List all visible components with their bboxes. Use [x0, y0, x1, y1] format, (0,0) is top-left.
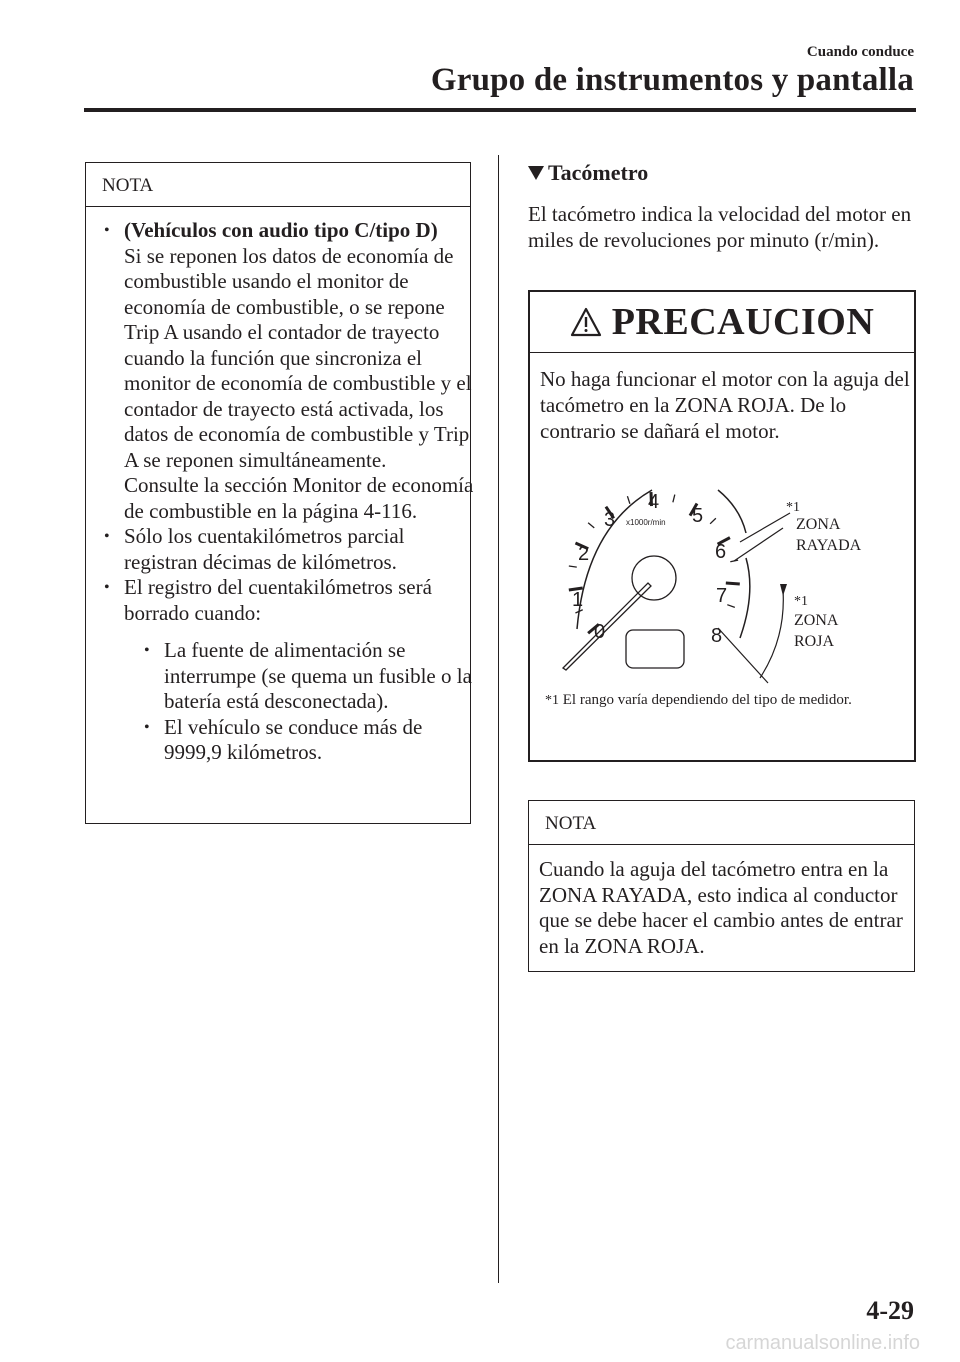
- gauge-tick: [588, 523, 594, 528]
- gauge-number: 6: [715, 541, 727, 563]
- right-note-text: Cuando la aguja del tacómetro entra en la ZONA RAYADA, esto indica al conductor que se debe hacer el cambio antes de entrar en la ZONA ROJA.: [539, 857, 903, 958]
- sub2-text: El vehículo se conduce más de 9999,9 kilómetros.: [164, 714, 423, 764]
- sub-list: [124, 638, 474, 766]
- gauge-number: 5: [692, 505, 704, 527]
- zona-rayada-label: ZONA RAYADA: [796, 516, 862, 554]
- header-section-label: Cuando conduce: [806, 44, 914, 60]
- section-intro: El tacómetro indica la velocidad del motor en miles de revoluciones por minuto (r/min).: [528, 202, 912, 252]
- asterisk-note-2: *1: [794, 594, 808, 609]
- list-item: [104, 524, 474, 575]
- section-heading: [528, 160, 648, 186]
- zona-roja-label: ZONA ROJA: [794, 612, 839, 650]
- roja-arc: [760, 590, 783, 678]
- gauge-number: 1: [572, 589, 584, 611]
- gauge-number: 0: [594, 621, 606, 643]
- right-note-heading: NOTA: [529, 801, 914, 845]
- gauge-tick: [569, 566, 577, 567]
- list-item: [104, 218, 474, 524]
- gauge-tick: [710, 518, 716, 524]
- footnote-text: El rango varía dependiendo del tipo de medidor.: [562, 692, 852, 708]
- item1-heading: (Vehículos con audio tipo C/tipo D): [124, 218, 438, 242]
- caution-header: [530, 292, 914, 353]
- header-rule: [84, 108, 916, 112]
- gauge-tick: [726, 583, 740, 584]
- bullet-icon: •: [104, 579, 110, 596]
- bullet-icon: •: [104, 528, 110, 545]
- section-title: Tacómetro: [548, 160, 649, 185]
- watermark: carmanualsonline.info: [725, 1332, 920, 1354]
- left-note-heading: NOTA: [86, 163, 470, 207]
- right-note-box: [528, 800, 915, 972]
- tachometer-illustration: [528, 478, 888, 688]
- footnote-mark: *1: [545, 693, 559, 708]
- gauge-hub: [632, 556, 676, 600]
- gauge-number: 2: [578, 543, 590, 565]
- sub1-text: La fuente de alimentación se interrumpe (se quema un fusible o la batería está desconectada).: [164, 638, 472, 713]
- bullet-icon: •: [144, 642, 150, 659]
- gauge-unit-label: x1000r/min: [626, 518, 666, 527]
- gauge-display: [626, 630, 684, 668]
- footnote: [545, 690, 905, 711]
- bullet-icon: •: [104, 222, 110, 239]
- page-number: 4-29: [866, 1296, 914, 1325]
- gauge-number: 8: [711, 625, 723, 647]
- sub-list-item: [144, 638, 474, 715]
- gauge-number: 4: [648, 491, 660, 513]
- gauge-number: 7: [716, 585, 728, 607]
- bullet-icon: •: [144, 718, 150, 736]
- triangle-marker-icon: [528, 166, 544, 180]
- gauge-outer-arc-right: [718, 490, 746, 533]
- asterisk-note-1: *1: [786, 500, 800, 515]
- page-title: Grupo de instrumentos y pantalla: [430, 62, 914, 98]
- sub-list-item: [144, 715, 474, 766]
- gauge-tick: [727, 605, 735, 608]
- item1-text: Si se reponen los datos de economía de combustible usando el monitor de economía de combustible, o se repone Trip A usando el contador de trayecto cuando la función que sincroniza el monitor de economía de combustible y el contador de trayecto está activada, los datos de economía de combustible y Trip A se reponen simultáneamente.: [124, 243, 472, 472]
- column-divider: [498, 155, 499, 1283]
- item3-text: El registro del cuentakilómetros será borrado cuando:: [124, 575, 432, 625]
- item1-reference: Consulte la sección Monitor de economía de combustible en la página 4-116.: [124, 473, 474, 523]
- roja-arrow-icon: [780, 584, 787, 596]
- left-note-list: [104, 218, 474, 766]
- gauge-numbers: [572, 491, 727, 647]
- rayada-leader-2: [740, 513, 790, 542]
- caution-title: PRECAUCION: [611, 301, 875, 343]
- caution-text: No haga funcionar el motor con la aguja del tacómetro en la ZONA ROJA. De lo contrario se dañará el motor.: [540, 367, 910, 443]
- rayada-leader-1: [734, 528, 783, 561]
- gauge-tick: [673, 495, 675, 503]
- red-zone-arc: [740, 558, 750, 638]
- roja-leader: [718, 628, 768, 683]
- gauge-number: 3: [604, 509, 616, 531]
- gauge-tick: [627, 496, 629, 504]
- warning-triangle-icon: [570, 307, 602, 337]
- list-item: [104, 575, 474, 766]
- item2-text: Sólo los cuentakilómetros parcial registran décimas de kilómetros.: [124, 524, 405, 574]
